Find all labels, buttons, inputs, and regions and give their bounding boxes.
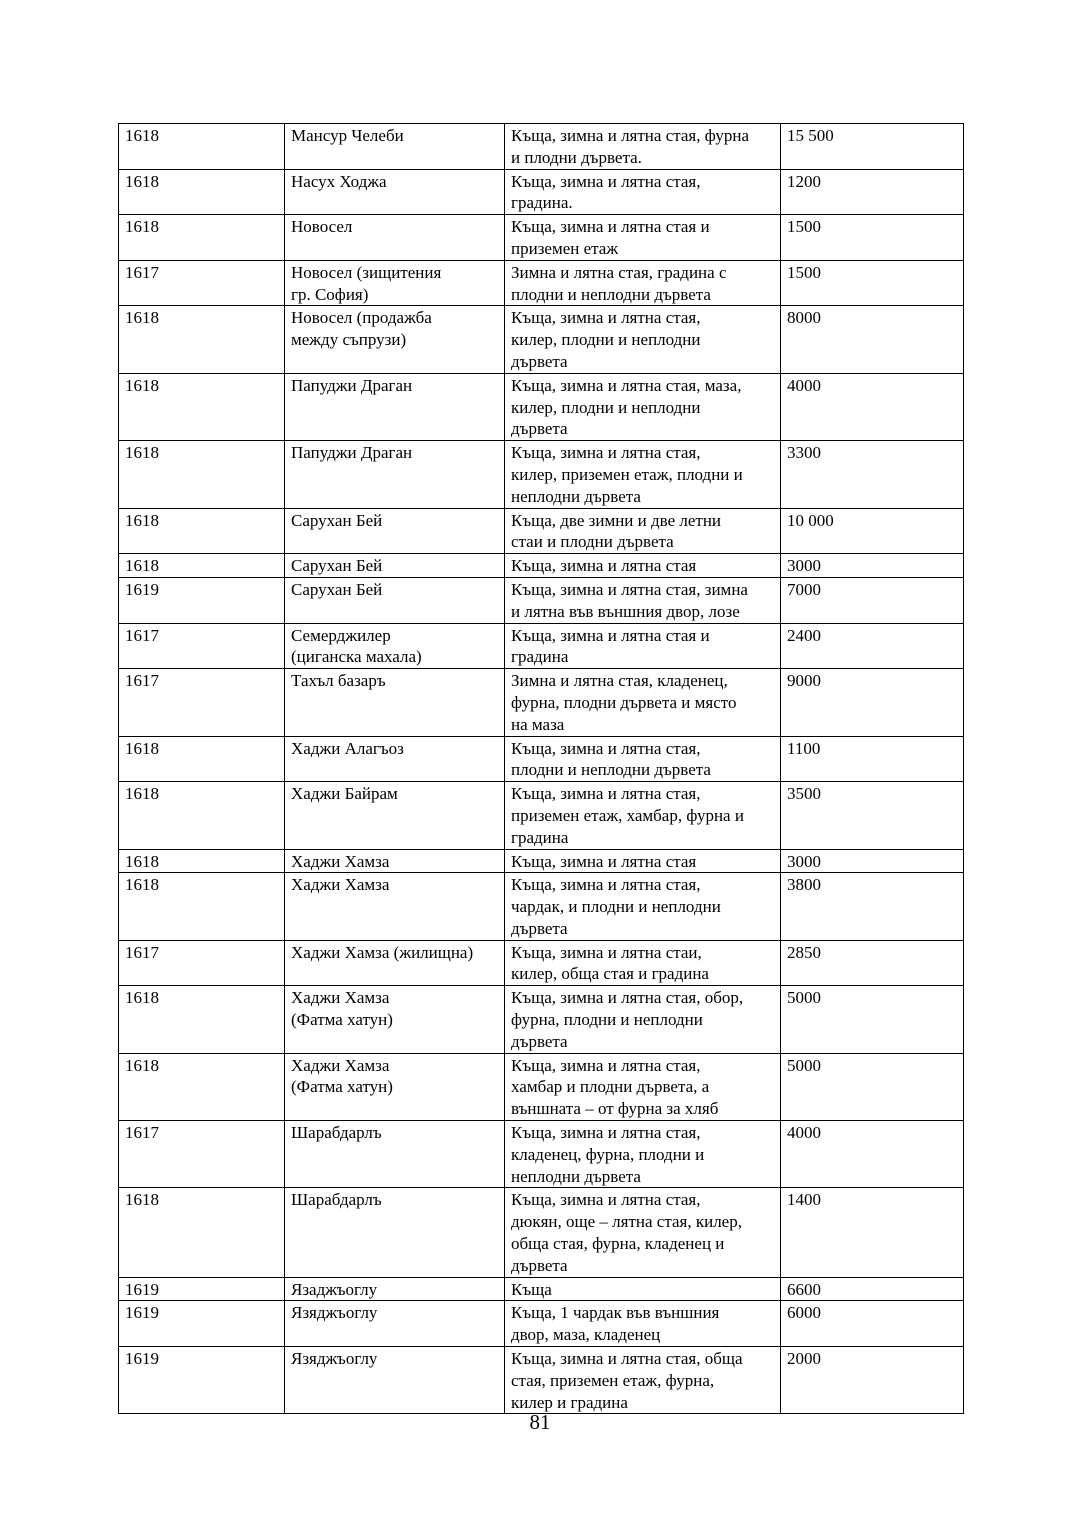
table-row	[119, 623, 964, 669]
table-row	[119, 1053, 964, 1120]
table-row	[119, 1121, 964, 1188]
year-cell: 1618	[119, 873, 285, 940]
property-table	[118, 123, 964, 1414]
description-cell: Къща, зимна и лятна стая, кладенец, фурна, плодни и неплодни дървета	[505, 1121, 781, 1188]
value-cell: 15 500	[781, 124, 964, 170]
year-cell: 1618	[119, 1188, 285, 1277]
value-cell: 8000	[781, 306, 964, 373]
year-cell: 1617	[119, 623, 285, 669]
description-cell: Къща, зимна и лятна стая, обор, фурна, плодни и неплодни дървета	[505, 986, 781, 1053]
value-cell: 3800	[781, 873, 964, 940]
description-cell: Къща, зимна и лятна стая, хамбар и плодни дървета, а външната – от фурна за хляб	[505, 1053, 781, 1120]
value-cell: 4000	[781, 1121, 964, 1188]
name-cell: Новосел (продажба между съпрузи)	[285, 306, 505, 373]
year-cell: 1618	[119, 306, 285, 373]
value-cell: 1200	[781, 169, 964, 215]
description-cell: Къща, 1 чардак във външния двор, маза, кладенец	[505, 1301, 781, 1347]
year-cell: 1618	[119, 736, 285, 782]
value-cell: 3500	[781, 782, 964, 849]
name-cell: Новосел	[285, 215, 505, 261]
description-cell: Къща, зимна и лятна стая, килер, приземен етаж, плодни и неплодни дървета	[505, 441, 781, 508]
table-row	[119, 873, 964, 940]
table-row	[119, 508, 964, 554]
year-cell: 1619	[119, 577, 285, 623]
year-cell: 1619	[119, 1301, 285, 1347]
year-cell: 1619	[119, 1277, 285, 1301]
name-cell: Язаджъоглу	[285, 1277, 505, 1301]
value-cell: 1500	[781, 215, 964, 261]
table-row	[119, 373, 964, 440]
year-cell: 1617	[119, 669, 285, 736]
name-cell: Язяджъоглу	[285, 1301, 505, 1347]
name-cell: Хаджи Хамза (жилищна)	[285, 940, 505, 986]
table-row	[119, 215, 964, 261]
value-cell: 6000	[781, 1301, 964, 1347]
year-cell: 1619	[119, 1347, 285, 1414]
description-cell: Зимна и лятна стая, градина с плодни и неплодни дървета	[505, 260, 781, 306]
value-cell: 5000	[781, 1053, 964, 1120]
name-cell: Шарабдарлъ	[285, 1188, 505, 1277]
name-cell: Хаджи Хамза (Фатма хатун)	[285, 1053, 505, 1120]
year-cell: 1618	[119, 373, 285, 440]
name-cell: Хаджи Байрам	[285, 782, 505, 849]
table-row	[119, 124, 964, 170]
value-cell: 2000	[781, 1347, 964, 1414]
year-cell: 1617	[119, 940, 285, 986]
table-row	[119, 1277, 964, 1301]
year-cell: 1618	[119, 986, 285, 1053]
description-cell: Къща, зимна и лятна стая, обща стая, приземен етаж, фурна, килер и градина	[505, 1347, 781, 1414]
table-row	[119, 1301, 964, 1347]
description-cell: Къща, зимна и лятна стая, приземен етаж, хамбар, фурна и градина	[505, 782, 781, 849]
table-row	[119, 169, 964, 215]
value-cell: 1100	[781, 736, 964, 782]
year-cell: 1618	[119, 215, 285, 261]
property-table-body	[119, 124, 964, 1414]
table-row	[119, 1347, 964, 1414]
name-cell: Семерджилер (циганска махала)	[285, 623, 505, 669]
description-cell: Къща, зимна и лятна стая и градина	[505, 623, 781, 669]
table-row	[119, 441, 964, 508]
description-cell: Къща, зимна и лятна стая, чардак, и плодни и неплодни дървета	[505, 873, 781, 940]
value-cell: 2850	[781, 940, 964, 986]
description-cell: Къща, зимна и лятна стая, плодни и неплодни дървета	[505, 736, 781, 782]
name-cell: Сарухан Бей	[285, 554, 505, 578]
table-row	[119, 736, 964, 782]
table-row	[119, 1188, 964, 1277]
value-cell: 1400	[781, 1188, 964, 1277]
name-cell: Сарухан Бей	[285, 577, 505, 623]
description-cell: Къща, зимна и лятна стая, градина.	[505, 169, 781, 215]
table-row	[119, 577, 964, 623]
table-row	[119, 260, 964, 306]
description-cell: Къща, зимна и лятна стая, дюкян, още – лятна стая, килер, обща стая, фурна, кладенец и дървета	[505, 1188, 781, 1277]
value-cell: 2400	[781, 623, 964, 669]
year-cell: 1618	[119, 124, 285, 170]
value-cell: 7000	[781, 577, 964, 623]
name-cell: Язяджъоглу	[285, 1347, 505, 1414]
year-cell: 1618	[119, 169, 285, 215]
value-cell: 5000	[781, 986, 964, 1053]
name-cell: Сарухан Бей	[285, 508, 505, 554]
value-cell: 3300	[781, 441, 964, 508]
table-row	[119, 554, 964, 578]
value-cell: 3000	[781, 849, 964, 873]
description-cell: Къща, зимна и лятна стая	[505, 849, 781, 873]
name-cell: Хаджи Хамза (Фатма хатун)	[285, 986, 505, 1053]
table-row	[119, 782, 964, 849]
year-cell: 1618	[119, 782, 285, 849]
name-cell: Папуджи Драган	[285, 373, 505, 440]
description-cell: Зимна и лятна стая, кладенец, фурна, плодни дървета и място на маза	[505, 669, 781, 736]
name-cell: Насух Ходжа	[285, 169, 505, 215]
year-cell: 1618	[119, 441, 285, 508]
name-cell: Папуджи Драган	[285, 441, 505, 508]
page-number: 81	[529, 1410, 551, 1434]
description-cell: Къща, зимна и лятна стаи, килер, обща стая и градина	[505, 940, 781, 986]
description-cell: Къща, зимна и лятна стая, килер, плодни и неплодни дървета	[505, 306, 781, 373]
year-cell: 1618	[119, 554, 285, 578]
year-cell: 1617	[119, 260, 285, 306]
value-cell: 3000	[781, 554, 964, 578]
name-cell: Мансур Челеби	[285, 124, 505, 170]
description-cell: Къща, зимна и лятна стая	[505, 554, 781, 578]
description-cell: Къща, зимна и лятна стая, фурна и плодни дървета.	[505, 124, 781, 170]
year-cell: 1618	[119, 1053, 285, 1120]
name-cell: Хаджи Хамза	[285, 873, 505, 940]
table-row	[119, 849, 964, 873]
description-cell: Къща	[505, 1277, 781, 1301]
name-cell: Новосел (зищитения гр. София)	[285, 260, 505, 306]
description-cell: Къща, две зимни и две летни стаи и плодни дървета	[505, 508, 781, 554]
table-row	[119, 940, 964, 986]
year-cell: 1618	[119, 508, 285, 554]
year-cell: 1618	[119, 849, 285, 873]
table-row	[119, 669, 964, 736]
value-cell: 9000	[781, 669, 964, 736]
value-cell: 1500	[781, 260, 964, 306]
description-cell: Къща, зимна и лятна стая и приземен етаж	[505, 215, 781, 261]
name-cell: Хаджи Хамза	[285, 849, 505, 873]
year-cell: 1617	[119, 1121, 285, 1188]
description-cell: Къща, зимна и лятна стая, маза, килер, плодни и неплодни дървета	[505, 373, 781, 440]
value-cell: 10 000	[781, 508, 964, 554]
name-cell: Тахъл базаръ	[285, 669, 505, 736]
table-row	[119, 986, 964, 1053]
table-row	[119, 306, 964, 373]
value-cell: 4000	[781, 373, 964, 440]
name-cell: Шарабдарлъ	[285, 1121, 505, 1188]
description-cell: Къща, зимна и лятна стая, зимна и лятна във външния двор, лозе	[505, 577, 781, 623]
name-cell: Хаджи Алагъоз	[285, 736, 505, 782]
value-cell: 6600	[781, 1277, 964, 1301]
